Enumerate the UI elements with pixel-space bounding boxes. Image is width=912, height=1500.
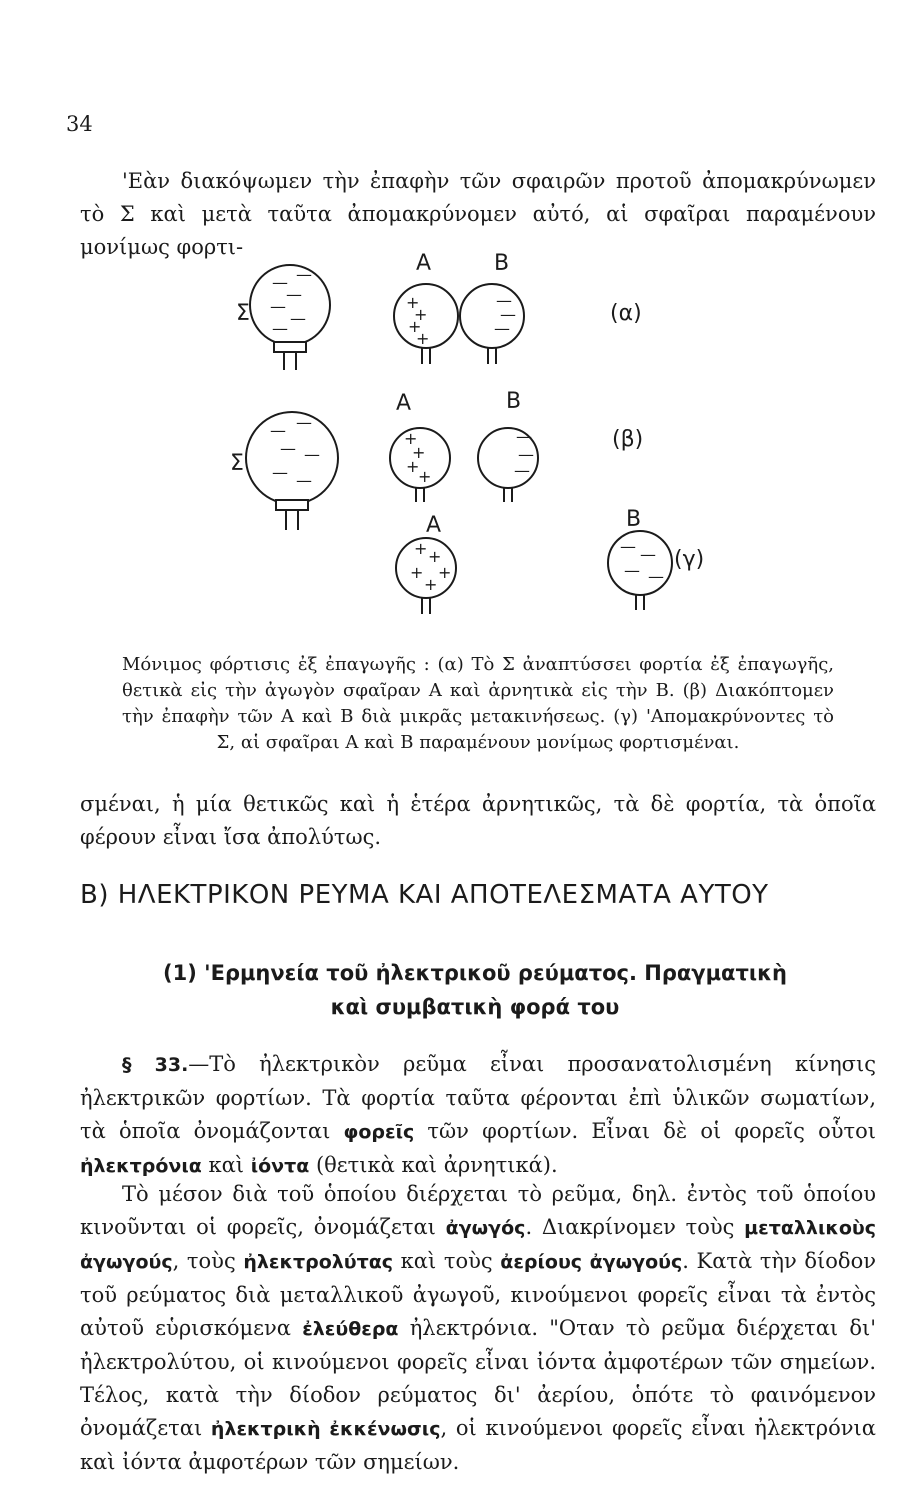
stand-cap-sigma-a	[274, 342, 306, 352]
svg-text:+: +	[414, 539, 428, 558]
paragraph-intro: 'Εὰν διακόψωμεν τὴν ἐπαφὴν τῶν σφαιρῶν προτοῦ ἀπομακρύνωμεν τὸ Σ καὶ μετὰ ταῦτα ἀπομακρύνομεν αὐτό, αἱ σφαῖραι παραμένουν μονίμως φορτι-	[80, 169, 876, 259]
svg-text:+: +	[414, 305, 428, 324]
svg-text:—: —	[280, 439, 296, 458]
svg-text:+: +	[404, 429, 418, 448]
svg-text:—: —	[296, 413, 312, 432]
svg-text:—: —	[272, 273, 288, 292]
term-metallic-conductors: μεταλλικοὺς ἀγωγούς	[80, 1217, 876, 1273]
section-number: § 33.	[122, 1054, 189, 1076]
label-sigma-a: Σ	[236, 301, 250, 326]
subsection-title-line1: (1) 'Ερμηνεία τοῦ ἠλεκτρικοῦ ρεύματος. Πραγματικὴ	[163, 961, 787, 985]
paragraph-33: § 33.—Τὸ ἠλεκτρικὸν ρεῦμα εἶναι προσανατολισμένη κίνησις ἠλεκτρικῶν φορτίων. Τὰ φορτία ταῦτα φέρονται ἐπὶ ὑλικῶν σωματίων, τὰ ὁποῖα ὀνομάζονται φορεῖς τῶν φορτίων. Εἶναι δὲ οἱ φορεῖς οὗτοι ἠλεκτρόνια καὶ ἰόντα (θετικὰ καὶ ἀρνητικά).	[80, 1052, 876, 1177]
term-free: ἐλεύθερα	[302, 1318, 399, 1340]
paragraph-medium: Τὸ μέσον διὰ τοῦ ὁποίου διέρχεται τὸ ρεῦμα, δηλ. ἐντὸς τοῦ ὁποίου κινοῦνται οἱ φορεῖς, ὀνομάζεται ἀγωγός. Διακρίνομεν τοὺς μεταλλικοὺς ἀγωγούς, τοὺς ἠλεκτρολύτας καὶ τοὺς ἀερίους ἀγωγούς. Κατὰ τὴν δίοδον τοῦ ρεύματος διὰ μεταλλικοῦ ἀγωγοῦ, κινούμενοι φορεῖς εἶναι τὰ ἐντὸς αὐτοῦ εὑρισκόμενα ἐλεύθερα ἠλεκτρόνια. "Οταν τὸ ρεῦμα διέρχεται δι' ἠλεκτρολύτου, οἱ κινούμενοι φορεῖς εἶναι ἰόντα ἀμφοτέρων τῶν σημείων. Τέλος, κατὰ τὴν δίοδον ρεύματος δι' ἀερίου, ὁπότε τὸ φαινόμενον ὀνομάζεται ἠλεκτρικὴ ἐκκένωσις, οἱ κινούμενοι φορεῖς εἶναι ἠλεκτρόνια καὶ ἰόντα ἀμφοτέρων τῶν σημείων.	[80, 1182, 876, 1474]
svg-text:—: —	[648, 567, 664, 586]
svg-text:+: +	[416, 329, 430, 348]
svg-text:+: +	[406, 293, 420, 312]
label-beta: (β)	[612, 427, 644, 452]
label-sigma-b: Σ	[230, 451, 244, 476]
svg-text:+: +	[438, 563, 452, 582]
label-b-c: Β	[626, 507, 642, 532]
svg-text:+: +	[412, 443, 426, 462]
svg-text:—: —	[624, 561, 640, 580]
sphere-sigma-b	[246, 412, 338, 504]
svg-text:—: —	[518, 445, 534, 464]
page-number: 34	[66, 112, 93, 136]
svg-text:—: —	[514, 461, 530, 480]
term-electrons: ἠλεκτρόνια	[80, 1155, 202, 1177]
svg-text:—: —	[304, 445, 320, 464]
label-b-a: Β	[494, 251, 510, 276]
svg-text:—: —	[290, 309, 306, 328]
svg-text:+: +	[424, 575, 438, 594]
svg-text:—: —	[286, 285, 302, 304]
figure-caption: Μόνιμος φόρτισις ἐξ ἐπαγωγῆς : (α) Τὸ Σ ἀναπτύσσει φορτία ἐξ ἐπαγωγῆς, θετικὰ εἰς τὴν ἀγωγὸν σφαῖραν Α καὶ ἀρνητικὰ εἰς τὴν Β. (β) Διακόπτομεν τὴν ἐπαφὴν τῶν Α καὶ Β διὰ μικρᾶς μετακινήσεως. (γ) 'Απομακρύνοντες τὸ Σ, αἱ σφαῖραι Α καὶ Β παραμένουν μονίμως φορτισμέναι.	[122, 654, 834, 753]
term-electric-discharge: ἠλεκτρικὴ ἐκκένωσις	[210, 1418, 441, 1440]
svg-text:—: —	[494, 319, 510, 338]
label-a-b: Α	[396, 391, 412, 416]
term-conductor: ἀγωγός	[445, 1217, 526, 1239]
svg-text:—: —	[640, 545, 656, 564]
svg-text:—: —	[270, 297, 286, 316]
induction-diagram	[200, 248, 720, 648]
label-a-c: Α	[426, 513, 442, 538]
svg-text:—: —	[272, 319, 288, 338]
svg-text:+: +	[428, 547, 442, 566]
svg-text:—: —	[496, 291, 512, 310]
svg-text:—: —	[270, 421, 286, 440]
svg-text:—: —	[500, 305, 516, 324]
label-b-b: Β	[506, 389, 522, 414]
svg-text:+: +	[418, 467, 432, 486]
label-a-a: Α	[416, 251, 432, 276]
section-title: Β) ΗΛΕΚΤΡΙΚΟΝ ΡΕΥΜΑ ΚΑΙ ΑΠΟΤΕΛΕΣΜΑΤΑ ΑΥΤΟΥ	[80, 880, 769, 910]
svg-text:—: —	[296, 471, 312, 490]
svg-text:—: —	[272, 463, 288, 482]
svg-text:—: —	[516, 427, 532, 446]
subsection-title-line2: καὶ συμβατικὴ φορά του	[330, 995, 620, 1019]
svg-text:+: +	[410, 563, 424, 582]
term-forees: φορεῖς	[343, 1121, 415, 1143]
paragraph-continued: σμέναι, ἡ μία θετικῶς καὶ ἡ ἑτέρα ἀρνητικῶς, τὰ δὲ φορτία, τὰ ὁποῖα φέρουν εἶναι ἴσα ἀπολύτως.	[80, 792, 876, 849]
label-alpha: (α)	[610, 301, 642, 326]
label-gamma: (γ)	[674, 547, 705, 572]
induction-figure	[200, 248, 720, 648]
svg-text:—: —	[620, 537, 636, 556]
svg-text:+: +	[406, 457, 420, 476]
svg-text:+: +	[408, 317, 422, 336]
sphere-sigma-a	[250, 265, 330, 345]
svg-text:—: —	[296, 265, 312, 284]
term-ions: ἰόντα	[250, 1155, 310, 1177]
term-electrolytes: ἠλεκτρολύτας	[243, 1251, 394, 1273]
term-gaseous-conductors: ἀερίους ἀγωγούς	[500, 1251, 683, 1273]
